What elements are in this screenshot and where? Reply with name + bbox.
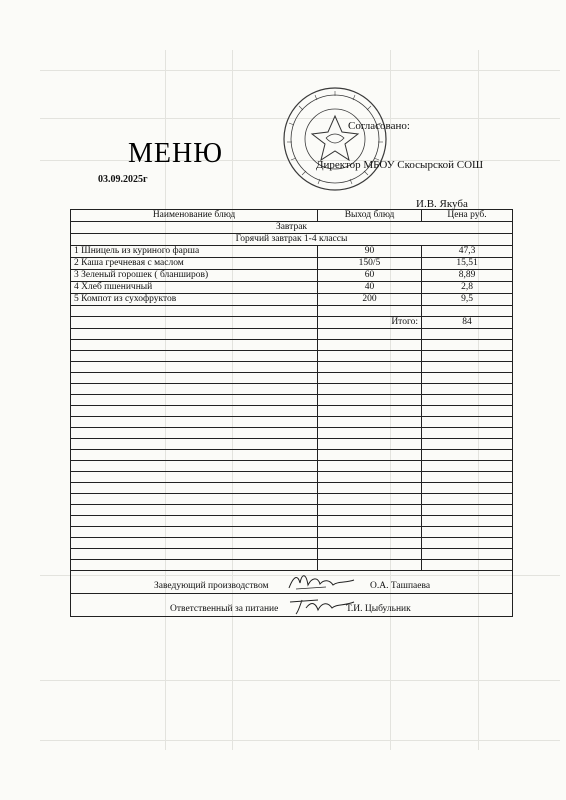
total-label: Итого: — [318, 317, 422, 329]
approval-heading: Согласовано: — [348, 120, 410, 132]
head-of-production-name: О.А. Ташпаева — [370, 581, 431, 591]
dish-price: 9,5 — [422, 294, 513, 306]
responsible-for-meals-name: Т.И. Цыбульник — [346, 604, 411, 614]
signature-row-head — [71, 571, 513, 594]
total-row — [71, 317, 513, 329]
table-row — [71, 258, 513, 270]
approval-signer: И.В. Якуба — [416, 198, 468, 210]
dish-name: 5 Компот из сухофруктов — [71, 294, 318, 306]
section-title: Завтрак — [71, 222, 513, 234]
dish-portion: 40 — [318, 282, 422, 294]
table-row — [71, 270, 513, 282]
header-price: Цена руб. — [422, 210, 513, 222]
dish-portion: 90 — [318, 246, 422, 258]
dish-portion: 200 — [318, 294, 422, 306]
table-row — [71, 246, 513, 258]
subsection-title: Горячий завтрак 1-4 классы — [71, 234, 513, 246]
dish-portion: 60 — [318, 270, 422, 282]
table-header-row — [71, 210, 513, 222]
dish-name: 3 Зеленый горошек ( бланширов) — [71, 270, 318, 282]
dish-price: 2,8 — [422, 282, 513, 294]
dish-name: 2 Каша гречневая с маслом — [71, 258, 318, 270]
total-value: 84 — [422, 317, 513, 329]
dish-price: 15,51 — [422, 258, 513, 270]
page-title: МЕНЮ — [128, 138, 223, 169]
approval-position: Директор МБОУ Скосырской СОШ — [316, 159, 484, 171]
head-of-production-label: Заведующий производством — [154, 581, 269, 591]
head-signature — [286, 571, 356, 593]
dish-price: 47,3 — [422, 246, 513, 258]
menu-date: 03.09.2025г — [98, 174, 148, 185]
dish-portion: 150/5 — [318, 258, 422, 270]
header-dish-name: Наименование блюд — [71, 210, 318, 222]
menu-table — [70, 209, 513, 617]
dish-name: 4 Хлеб пшеничный — [71, 282, 318, 294]
dish-price: 8,89 — [422, 270, 513, 282]
table-row — [71, 294, 513, 306]
signature-row-responsible — [71, 594, 513, 617]
dish-name: 1 Шницель из куриного фарша — [71, 246, 318, 258]
table-row — [71, 282, 513, 294]
header-portion: Выход блюд — [318, 210, 422, 222]
responsible-for-meals-label: Ответственный за питание — [170, 604, 279, 614]
